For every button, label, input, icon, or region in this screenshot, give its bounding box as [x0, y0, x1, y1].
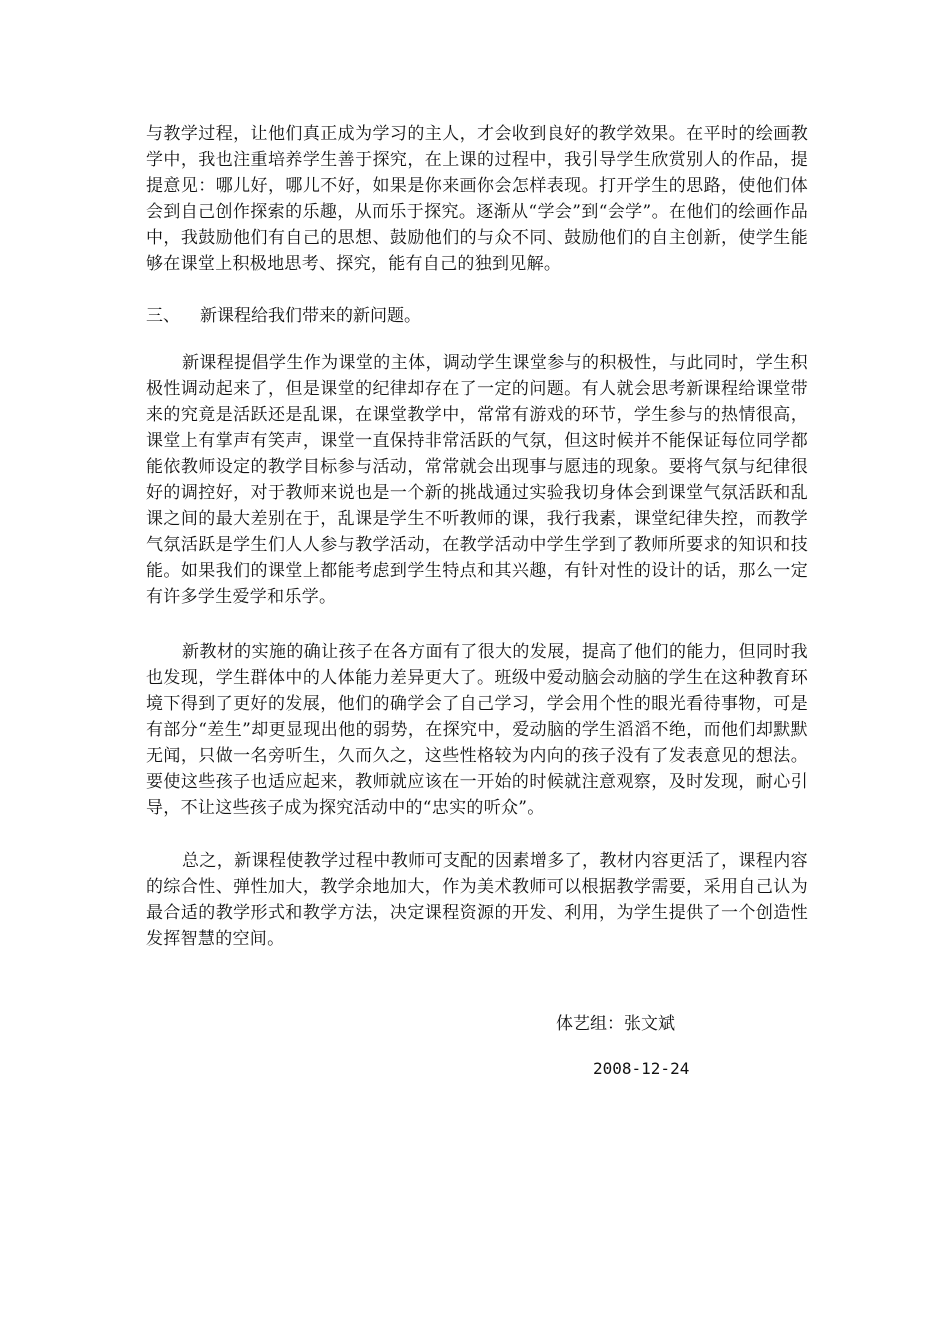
- document-date: 2008-12-24: [593, 1059, 690, 1078]
- paragraph-4: 总之，新课程使教学过程中教师可支配的因素增多了，教材内容更活了，课程内容的综合性、弹性加大，教学余地加大，作为美术教师可以根据教学需要，采用自己认为最合适的教学形式和教学方法，决定课程资源的开发、利用，为学生提供了一个创造性发挥智慧的空间。: [146, 851, 808, 949]
- paragraph-2: 新课程提倡学生作为课堂的主体，调动学生课堂参与的积极性，与此同时，学生积极性调动起来了，但是课堂的纪律却存在了一定的问题。有人就会思考新课程给课堂带来的究竟是活跃还是乱课，在课堂教学中，常常有游戏的环节，学生参与的热情很高，课堂上有掌声有笑声，课堂一直保持非常活跃的气氛，但这时候并不能保证每位同学都能依教师设定的教学目标参与活动，常常就会出现事与愿违的现象。要将气氛与纪律很好的调控好，对于教师来说也是一个新的挑战通过实验我切身体会到课堂气氛活跃和乱课之间的最大差别在于，乱课是学生不听教师的课，我行我素，课堂纪律失控，而教学气氛活跃是学生们人人参与教学活动，在教学活动中学生学到了教师所要求的知识和技能。如果我们的课堂上都能考虑到学生特点和其兴趣，有针对性的设计的话，那么一定有许多学生爱学和乐学。: [146, 353, 808, 607]
- paragraph-3: 新教材的实施的确让孩子在各方面有了很大的发展，提高了他们的能力，但同时我也发现，学生群体中的人体能力差异更大了。班级中爱动脑会动脑的学生在这种教育环境下得到了更好的发展，他们的确学会了自己学习，学会用个性的眼光看待事物，可是有部分“差生”却更显现出他的弱势，在探究中，爱动脑的学生滔滔不绝，而他们却默默无闻，只做一名旁听生，久而久之，这些性格较为内向的孩子没有了发表意见的想法。要使这些孩子也适应起来，教师就应该在一开始的时候就注意观察，及时发现，耐心引导，不让这些孩子成为探究活动中的“忠实的听众”。: [146, 642, 808, 818]
- section-heading: [146, 303, 808, 329]
- document-body: [146, 121, 808, 952]
- author-signature: 体艺组：张文斌: [556, 1014, 675, 1034]
- section-number: 三、: [146, 306, 180, 326]
- section-title: 新课程给我们带来的新问题。: [200, 306, 421, 326]
- paragraph-1: 与教学过程，让他们真正成为学习的主人，才会收到良好的教学效果。在平时的绘画教学中，我也注重培养学生善于探究，在上课的过程中，我引导学生欣赏别人的作品，提提意见：哪儿好，哪儿不好，如果是你来画你会怎样表现。打开学生的思路，使他们体会到自己创作探索的乐趣，从而乐于探究。逐渐从“学会”到“会学”。在他们的绘画作品中，我鼓励他们有自己的思想、鼓励他们的与众不同、鼓励他们的自主创新，使学生能够在课堂上积极地思考、探究，能有自己的独到见解。: [146, 124, 808, 274]
